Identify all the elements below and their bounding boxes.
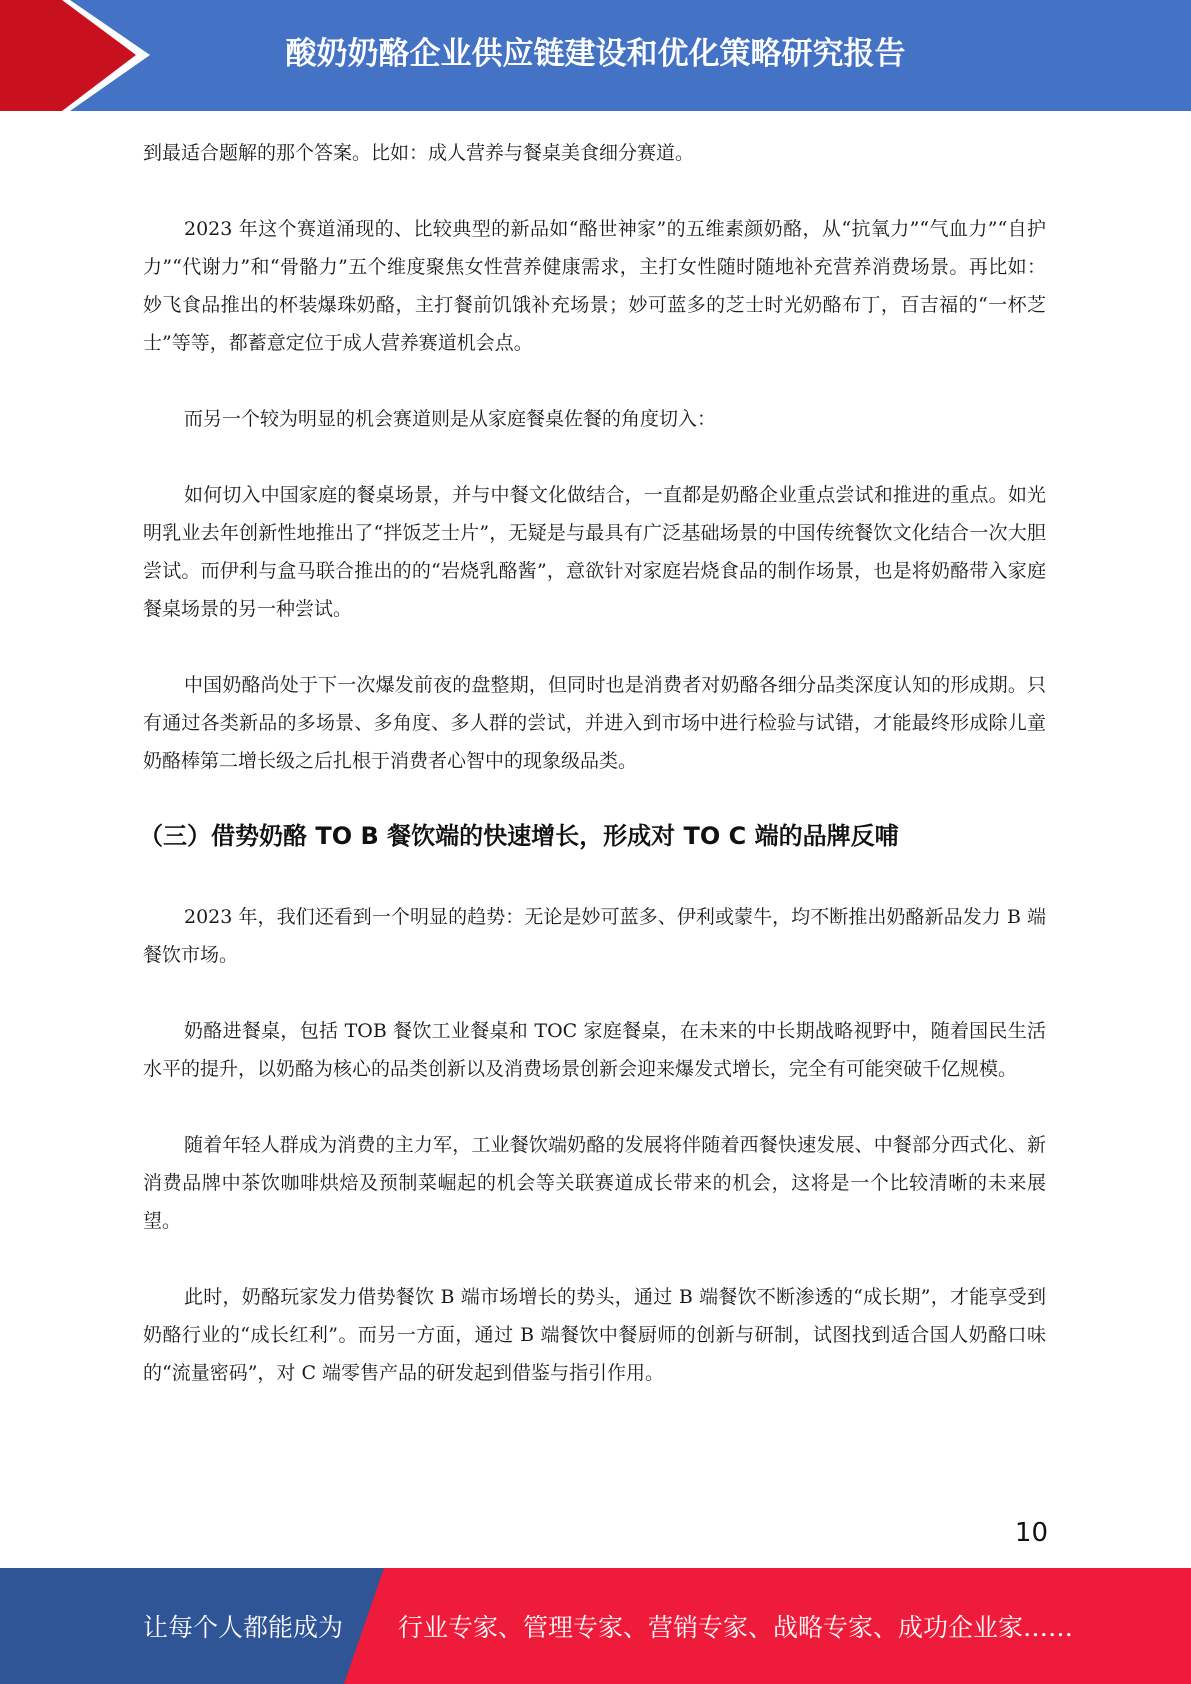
- footer-slogan-left: 让每个人都能成为: [143, 1613, 344, 1642]
- paragraph: 中国奶酪尚处于下一次爆发前夜的盘整期，但同时也是消费者对奶酪各细分品类深度认知的形成期。只有通过各类新品的多场景、多角度、多人群的尝试，并进入到市场中进行检验与试错，才能最终形成除儿童奶酪棒第二增长级之后扎根于消费者心智中的现象级品类。: [143, 674, 1046, 772]
- paragraph: 而另一个较为明显的机会赛道则是从家庭餐桌佐餐的角度切入：: [184, 408, 717, 430]
- page-content: [139, 134, 1046, 1430]
- paragraph: 如何切入中国家庭的餐桌场景，并与中餐文化做结合，一直都是奶酪企业重点尝试和推进的重点。如光明乳业去年创新性地推出了“拌饭芝士片”，无疑是与最具有广泛基础场景的中国传统餐饮文化结合一次大胆尝试。而伊利与盒马联合推出的的“岩烧乳酪酱”，意欲针对家庭岩烧食品的制作场景，也是将奶酪带入家庭餐桌场景的另一种尝试。: [143, 484, 1046, 620]
- section-heading: （三）借势奶酪 TO B 餐饮端的快速增长，形成对 TO C 端的品牌反哺: [139, 822, 899, 850]
- paragraph: 到最适合题解的那个答案。比如：成人营养与餐桌美食细分赛道。: [143, 142, 695, 164]
- page-header: [0, 0, 1191, 111]
- paragraph: 此时，奶酪玩家发力借势餐饮 B 端市场增长的势头，通过 B 端餐饮不断渗透的“成长期”，才能享受到奶酪行业的“成长红利”。而另一方面，通过 B 端餐饮中餐厨师的创新与研制，试图找到适合国人奶酪口味的“流量密码”，对 C 端零售产品的研发起到借鉴与指引作用。: [143, 1286, 1046, 1384]
- page-number: 10: [1014, 1518, 1048, 1548]
- footer-slogan-right: 行业专家、管理专家、营销专家、战略专家、成功企业家……: [398, 1613, 1074, 1642]
- paragraph: 随着年轻人群成为消费的主力军，工业餐饮端奶酪的发展将伴随着西餐快速发展、中餐部分西式化、新消费品牌中茶饮咖啡烘焙及预制菜崛起的机会等关联赛道成长带来的机会，这将是一个比较清晰的未来展望。: [143, 1134, 1046, 1232]
- paragraph: 奶酪进餐桌，包括 TOB 餐饮工业餐桌和 TOC 家庭餐桌，在未来的中长期战略视野中，随着国民生活水平的提升，以奶酪为核心的品类创新以及消费场景创新会迎来爆发式增长，完全有可能突破千亿规模。: [143, 1020, 1046, 1080]
- header-title: 酸奶奶酪企业供应链建设和优化策略研究报告: [285, 35, 906, 72]
- page-footer: [0, 1568, 1191, 1684]
- paragraph: 2023 年，我们还看到一个明显的趋势：无论是妙可蓝多、伊利或蒙牛，均不断推出奶酪新品发力 B 端餐饮市场。: [143, 906, 1046, 966]
- paragraph: 2023 年这个赛道涌现的、比较典型的新品如“酪世神家”的五维素颜奶酪，从“抗氧力”“气血力”“自护力”“代谢力”和“骨骼力”五个维度聚焦女性营养健康需求，主打女性随时随地补充营养消费场景。再比如：妙飞食品推出的杯装爆珠奶酪，主打餐前饥饿补充场景；妙可蓝多的芝士时光奶酪布丁，百吉福的“一杯芝士”等等，都蓄意定位于成人营养赛道机会点。: [143, 218, 1046, 354]
